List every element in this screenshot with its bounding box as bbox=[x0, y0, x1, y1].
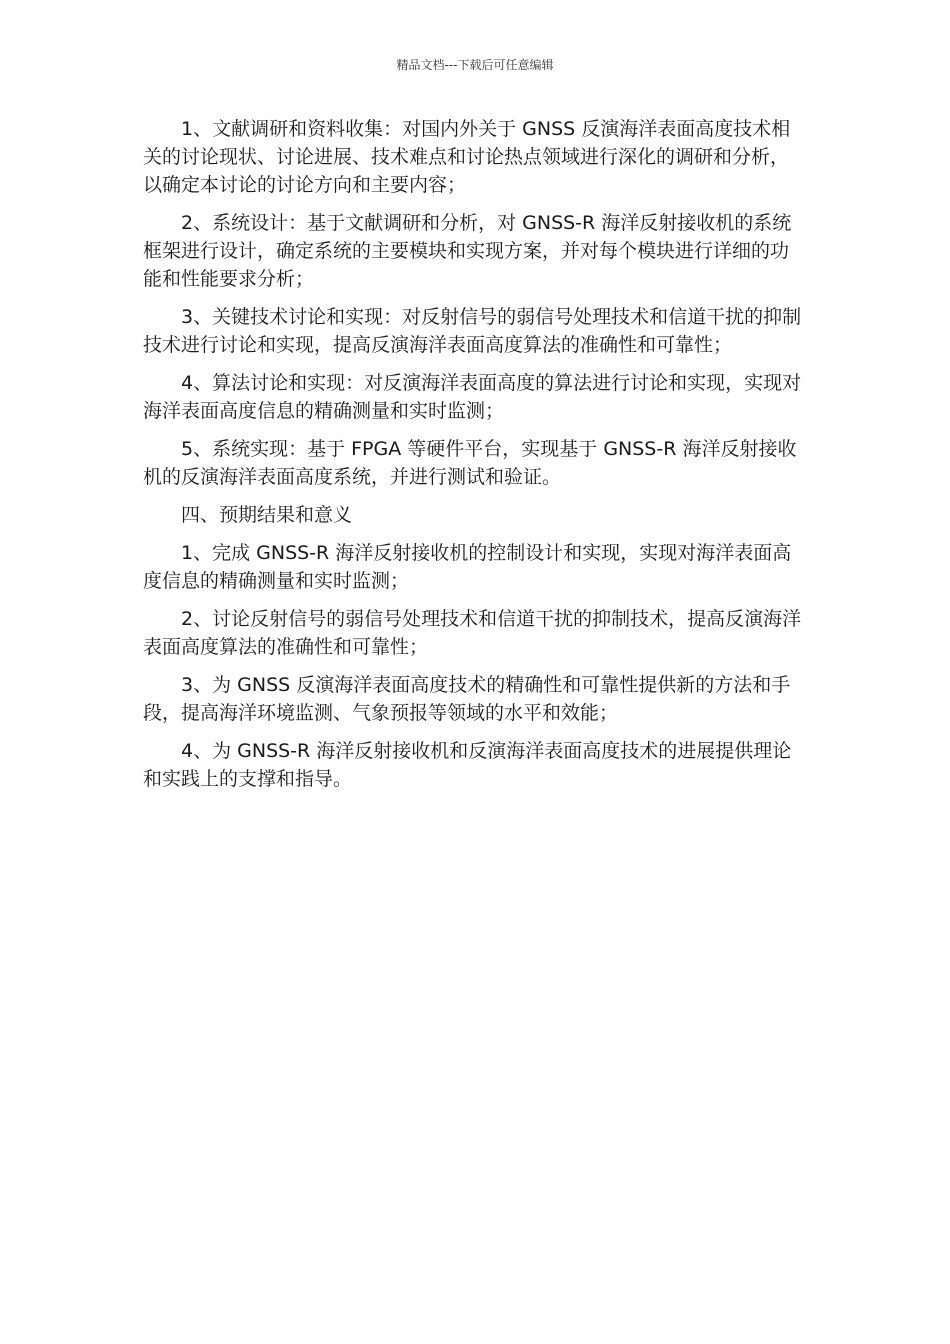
section-heading: 四、预期结果和意义 bbox=[181, 504, 353, 526]
paragraph-method-3: 3、关键技术讨论和实现：对反射信号的弱信号处理技术和信道干扰的抑制技术进行讨论和实现，提高反演海洋表面高度算法的准确性和可靠性； bbox=[143, 306, 802, 356]
paragraph-method-4: 4、算法讨论和实现：对反演海洋表面高度的算法进行讨论和实现，实现对海洋表面高度信息的精确测量和实时监测； bbox=[143, 372, 802, 422]
page-header: 精品文档---下载后可任意编辑 bbox=[396, 58, 554, 72]
paragraph-result-4: 4、为 GNSS-R 海洋反射接收机和反演海洋表面高度技术的进展提供理论和实践上的支撑和指导。 bbox=[143, 740, 792, 790]
paragraph-result-2: 2、讨论反射信号的弱信号处理技术和信道干扰的抑制技术，提高反演海洋表面高度算法的准确性和可靠性； bbox=[143, 608, 802, 658]
paragraph-method-5: 5、系统实现：基于 FPGA 等硬件平台，实现基于 GNSS-R 海洋反射接收机的反演海洋表面高度系统，并进行测试和验证。 bbox=[143, 438, 797, 488]
paragraph-result-3: 3、为 GNSS 反演海洋表面高度技术的精确性和可靠性提供新的方法和手段，提高海洋环境监测、气象预报等领域的水平和效能； bbox=[143, 674, 791, 724]
paragraph-method-2: 2、系统设计：基于文献调研和分析，对 GNSS-R 海洋反射接收机的系统框架进行设计，确定系统的主要模块和实现方案，并对每个模块进行详细的功能和性能要求分析； bbox=[143, 212, 792, 290]
paragraph-method-1: 1、文献调研和资料收集：对国内外关于 GNSS 反演海洋表面高度技术相关的讨论现状、讨论进展、技术难点和讨论热点领域进行深化的调研和分析，以确定本讨论的讨论方向和主要内容； bbox=[143, 118, 791, 196]
document-body bbox=[143, 115, 807, 803]
paragraph-result-1: 1、完成 GNSS-R 海洋反射接收机的控制设计和实现，实现对海洋表面高度信息的精确测量和实时监测； bbox=[143, 542, 792, 592]
